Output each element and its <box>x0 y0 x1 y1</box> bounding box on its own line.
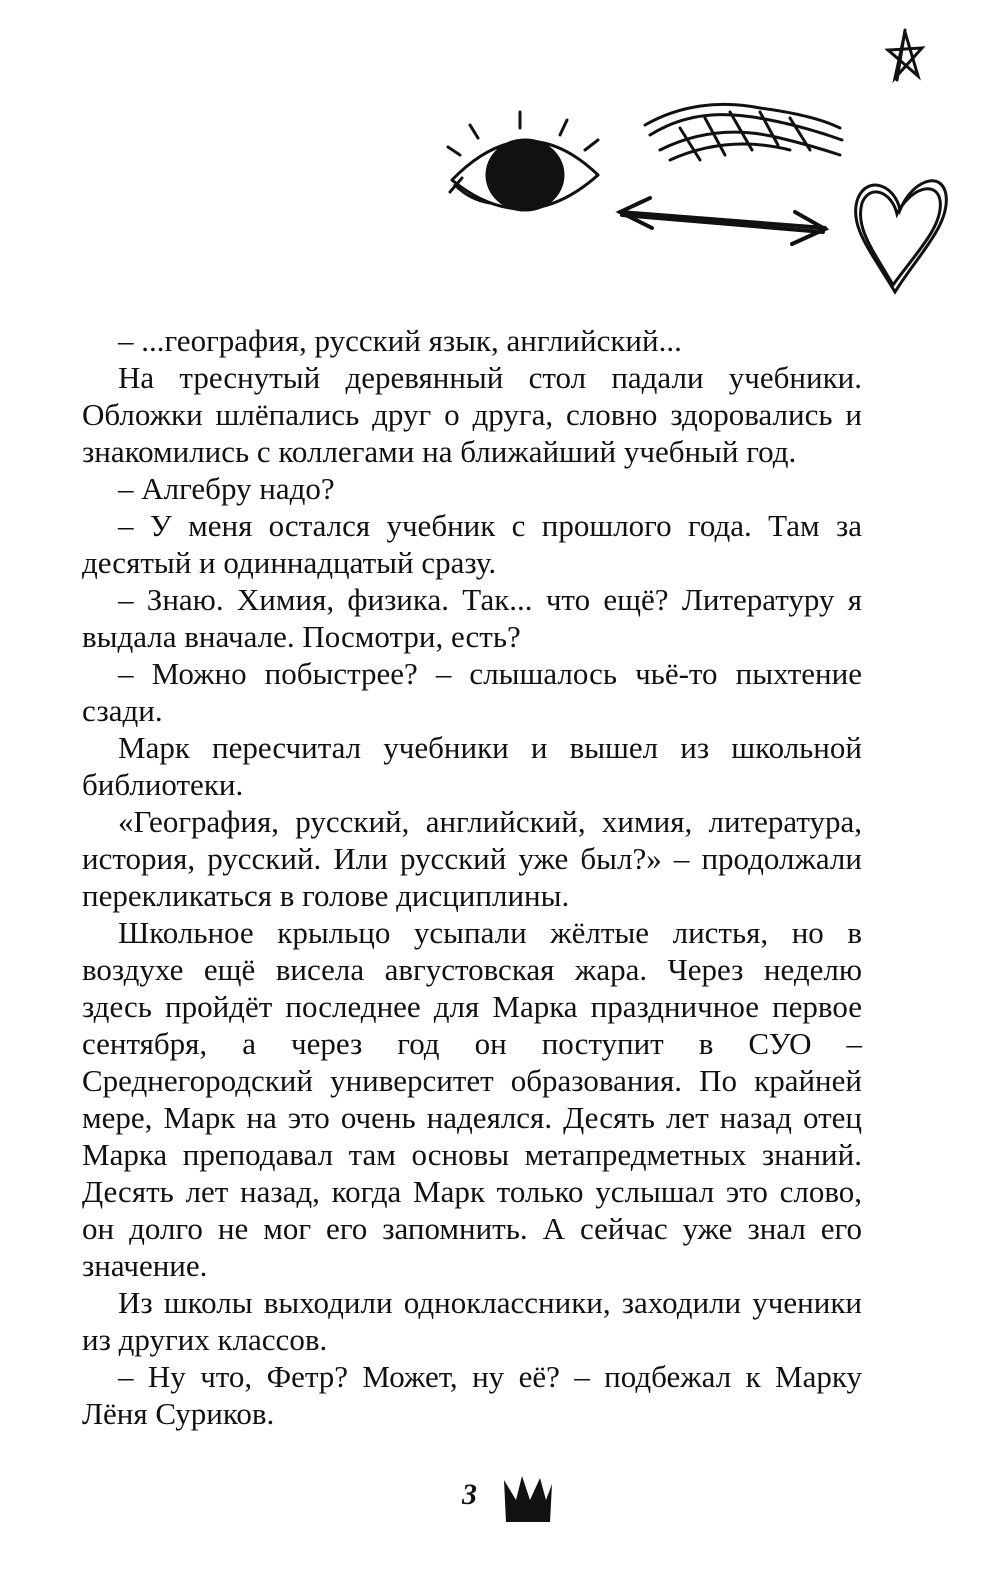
double-arrow-icon <box>620 198 825 244</box>
paragraph: – Знаю. Химия, физика. Так... что ещё? Литературу я выдала вначале. Посмотри, есть? <box>82 582 862 654</box>
heart-icon <box>856 181 947 292</box>
paragraph: – Ну что, Фетр? Может, ну её? – подбежал к Марку Лёня Суриков. <box>82 1359 862 1431</box>
paragraph: – ...география, русский язык, английский... <box>118 323 682 358</box>
scribble-icon <box>645 104 842 160</box>
paragraph: Из школы выходили одноклассники, заходили ученики из других классов. <box>82 1285 862 1357</box>
page-number: 3 <box>462 1478 477 1511</box>
eye-icon <box>448 112 598 210</box>
paragraph: Школьное крыльцо усыпали жёлтые листья, но в воздухе ещё висела августовская жара. Через неделю здесь пройдёт последнее для Марка праздничное первое сентября, а через год он поступит в СУО – Среднегородский университет образования. По крайней мере, Марк на это очень надеялся. Десять лет назад отец Марка преподавал там основы метапредметных знаний. Десять лет назад, когда Марк только услышал это слово, он долго не мог его запомнить. А сейчас уже знал его значение. <box>82 915 862 1283</box>
paragraph: На треснутый деревянный стол падали учебники. Обложки шлёпались друг о друга, словно здоровались и знакомились с коллегами на ближайший учебный год. <box>82 360 862 469</box>
paragraph: – У меня остался учебник с прошлого года. Там за десятый и одиннадцатый сразу. <box>82 508 862 580</box>
paragraph: Марк пересчитал учебники и вышел из школьной библиотеки. <box>82 730 862 802</box>
body-text <box>82 322 862 1432</box>
paragraph: «География, русский, английский, химия, литература, история, русский. Или русский уже был?» – продолжали перекликаться в голове дисциплины. <box>82 804 862 913</box>
doodle-header <box>0 0 1000 320</box>
star-icon <box>888 30 922 80</box>
paragraph: – Алгебру надо? <box>118 471 335 506</box>
paragraph: – Можно побыстрее? – слышалось чьё-то пыхтение сзади. <box>82 656 862 728</box>
crown-icon <box>500 1470 560 1530</box>
